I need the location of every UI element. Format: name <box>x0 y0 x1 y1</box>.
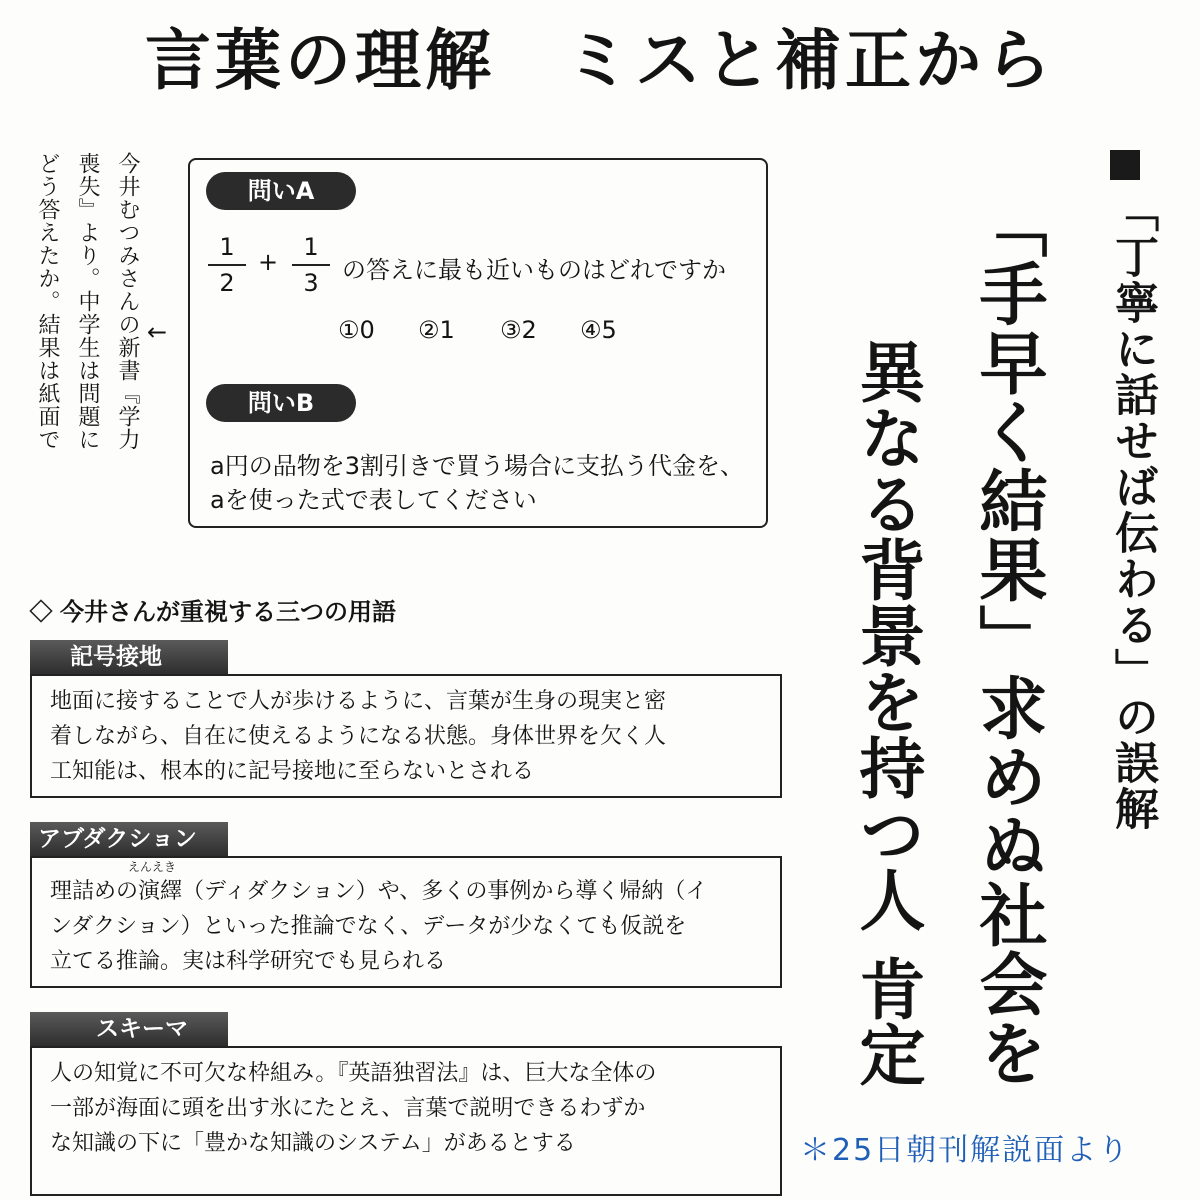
fraction-numerator: 1 <box>219 233 235 261</box>
caption-line-3: どう答えたか。結果は紙面で <box>35 152 60 451</box>
main-headline-1: 「手早く結果」求めぬ社会を <box>968 190 1048 1087</box>
choice-3: ③2 <box>500 316 537 344</box>
question-b-line-1: a円の品物を3割引きで買う場合に支払う代金を、 <box>210 452 744 480</box>
bullet-square-icon <box>1110 150 1140 180</box>
choice-4: ④5 <box>580 316 617 344</box>
term-3-tab: スキーマ <box>30 1012 228 1046</box>
fraction-denominator: 3 <box>303 269 319 297</box>
term-1-tab: 記号接地 <box>30 640 228 674</box>
fraction-bar <box>292 264 330 266</box>
headline: 言葉の理解 ミスと補正から <box>145 21 1055 99</box>
term-3-box <box>30 1046 782 1196</box>
question-b-label: 問いB <box>206 384 356 422</box>
term-3-line-3: な知識の下に「豊かな知識のシステム」があるとする <box>50 1131 576 1156</box>
term-1-box <box>30 674 782 798</box>
subheadline: 「丁寧に話せば伝わる」の誤解 <box>1107 188 1158 832</box>
term-2-line-3: 立てる推論。実は科学研究でも見られる <box>50 949 447 974</box>
term-2-line-2: ンダクション）といった推論でなく、データが少なくても仮説を <box>50 914 687 939</box>
terms-section-heading <box>30 592 396 627</box>
choice-1: ①0 <box>338 316 375 344</box>
fraction-one-third <box>292 232 330 298</box>
cube-icon <box>29 599 52 622</box>
term-3-line-1: 人の知覚に不可欠な枠組み。『英語独習法』は、巨大な全体の <box>50 1061 657 1086</box>
main-headline-2: 異なる背景を持つ人 肯定 <box>848 338 926 1087</box>
fraction-bar <box>208 264 246 266</box>
question-b-line-2: aを使った式で表してください <box>210 486 537 514</box>
term-2-tab: アブダクション <box>30 822 228 856</box>
plus-sign: + <box>258 248 279 276</box>
term-2-ruby: えんえき <box>128 860 177 874</box>
fraction-denominator: 2 <box>219 269 235 297</box>
terms-section-title: 今井さんが重視する三つの用語 <box>60 598 396 626</box>
footnote: ＊25日朝刊解説面より <box>800 1133 1131 1168</box>
term-2-line-1: 理詰めの演繹（ディダクション）や、多くの事例から導く帰納（イ <box>50 879 708 904</box>
fraction-numerator: 1 <box>303 233 319 261</box>
choice-2: ②1 <box>418 316 455 344</box>
caption-line-1: 今井むつみさんの新書『学力 <box>115 152 140 451</box>
term-1-line-1: 地面に接することで人が歩けるように、言葉が生身の現実と密 <box>50 689 667 714</box>
caption-arrow: ← <box>147 318 168 346</box>
question-a-text: の答えに最も近いものはどれですか <box>342 256 726 284</box>
term-3-line-2: 一部が海面に頭を出す氷にたとえ、言葉で説明できるわずか <box>50 1096 646 1121</box>
caption-line-2: 喪失』より。中学生は問題に <box>75 152 100 451</box>
term-1-line-3: 工知能は、根本的に記号接地に至らないとされる <box>50 759 535 784</box>
term-2-box <box>30 856 782 988</box>
term-1-line-2: 着しながら、自在に使えるようになる状態。身体世界を欠く人 <box>50 724 667 749</box>
question-a-label: 問いA <box>206 172 356 210</box>
fraction-one-half <box>208 232 246 298</box>
